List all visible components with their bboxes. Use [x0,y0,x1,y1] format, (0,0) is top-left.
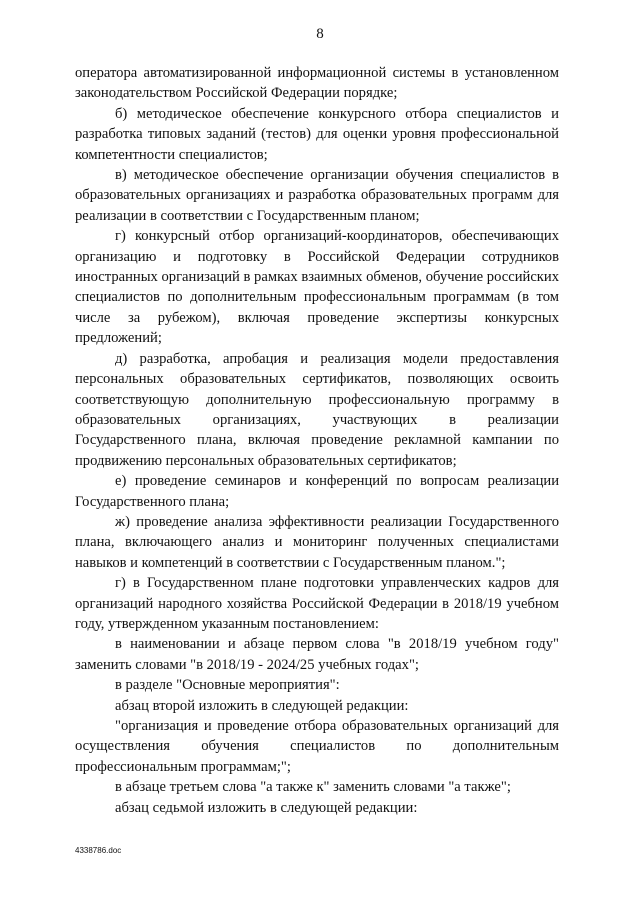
paragraph-continuation: оператора автоматизированной информационной системы в установленном законодательством Российской Федерации порядке; [75,65,559,102]
footer-doc-code: 4338786.doc [75,846,122,855]
paragraph-section-heading: в разделе "Основные мероприятия": [115,677,340,694]
paragraph-third-abzac: в абзаце третьем слова "а также к" заменить словами "а также"; [115,779,511,796]
paragraph-amendment-g: г) в Государственном плане подготовки управленческих кадров для организаций народного хозяйства Российской Федерации в 2018/19 учебном году, утвержденном указанным постановлением: [75,575,559,632]
paragraph-title-replacement: в наименовании и абзаце первом слова "в 2018/19 учебном году" заменить словами "в 2018/19 - 2024/25 учебных годах"; [75,636,559,673]
paragraph-item-e: е) проведение семинаров и конференций по вопросам реализации Государственного плана; [75,473,559,510]
paragraph-item-v: в) методическое обеспечение организации обучения специалистов в образовательных организациях и разработка образовательных программ для реализации в соответствии с Государственным планом; [75,167,559,224]
paragraph-seventh-abzac: абзац седьмой изложить в следующей редакции: [115,799,418,816]
paragraph-item-zh: ж) проведение анализа эффективности реализации Государственного плана, включающего анализ и мониторинг полученных специалистами навыков и компетенций в соответствии с Государственным планом."; [75,513,559,571]
paragraph-second-abzac: абзац второй изложить в следующей редакции: [115,697,409,714]
paragraph-item-d: д) разработка, апробация и реализация модели предоставления персональных образовательных сертификатов, позволяющих освоить соответствующую дополнительную профессиональную программу в образовательных организациях, участвующих в реализации Государственного плана, включая проведение рекламной кампании по продвижению персональных образовательных сертификатов; [75,350,559,469]
paragraph-new-wording: "организация и проведение отбора образовательных организаций для осуществления обучения специалистов по дополнительным профессиональным программам;"; [75,718,559,775]
page-number: 8 [316,26,324,42]
paragraph-item-g: г) конкурсный отбор организаций-координаторов, обеспечивающих организацию и подготовку в Российской Федерации сотрудников иностранных организаций в рамках взаимных обменов, обучение российских специалистов по дополнительным профессиональным программам (в том числе за рубежом), включая проведение экспертизы конкурсных предложений; [75,228,559,347]
paragraph-item-b: б) методическое обеспечение конкурсного отбора специалистов и разработка типовых заданий (тестов) для оценки уровня профессиональной компетентности специалистов; [75,105,559,163]
document-body [75,63,559,818]
